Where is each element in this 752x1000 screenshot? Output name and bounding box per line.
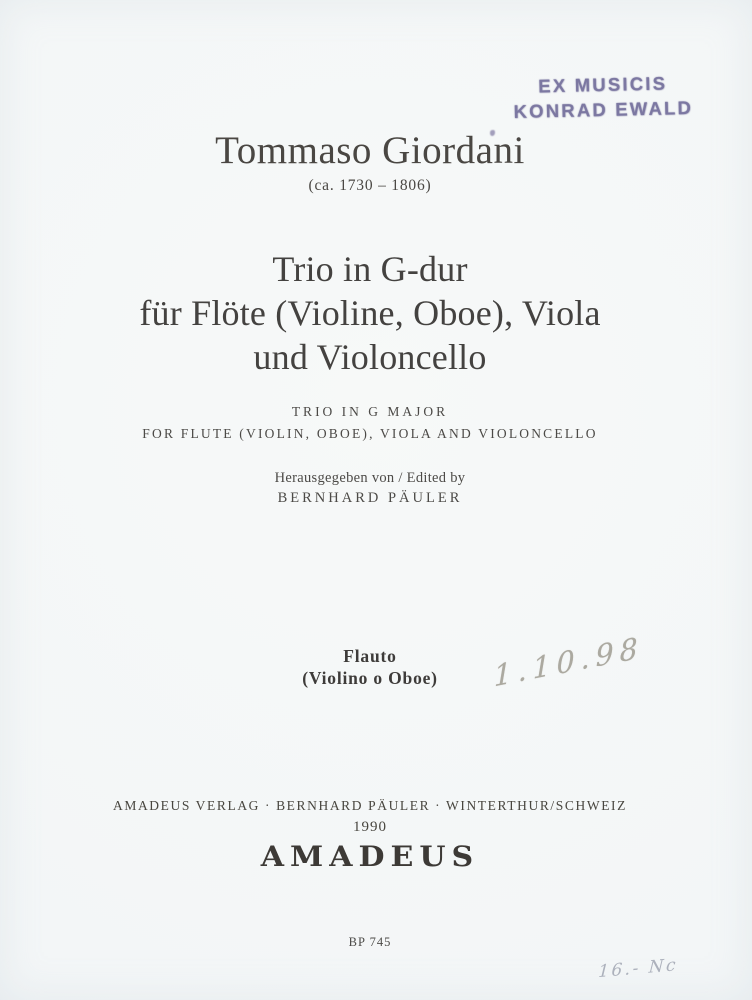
editor-name: BERNHARD PÄULER <box>277 490 463 506</box>
part-name: Flauto <box>343 646 397 666</box>
composer-dates: (ca. 1730 – 1806) <box>308 177 432 194</box>
publisher-imprint: AMADEUS VERLAG · BERNHARD PÄULER · WINTERTHUR/SCHWEIZ <box>113 798 627 813</box>
subtitle-english-line2: FOR FLUTE (VIOLIN, OBOE), VIOLA AND VIOLONCELLO <box>142 426 598 441</box>
editor-credit: Herausgegeben von / Edited by <box>274 470 466 486</box>
stamp-line-ex-musicis: EX MUSICIS <box>538 72 668 97</box>
composer-name: Tommaso Giordani <box>215 129 525 172</box>
subtitle-english-line1: TRIO IN G MAJOR <box>291 404 449 419</box>
amadeus-logo: AMADEUS <box>260 841 480 874</box>
plate-number: BP 745 <box>348 935 392 949</box>
stamp-line-owner-name: KONRAD EWALD <box>513 96 694 123</box>
part-alternate-instruments: (Violino o Oboe) <box>302 668 438 688</box>
main-title-line2: für Flöte (Violine, Oboe), Viola <box>139 293 601 333</box>
handwritten-date: 1.10.98 <box>493 629 644 694</box>
publication-year: 1990 <box>353 819 387 835</box>
main-title-line1: Trio in G-dur <box>272 249 468 289</box>
handwritten-price: 16.- Nc <box>597 955 679 983</box>
main-title-line3: und Violoncello <box>253 337 487 377</box>
main-title <box>0 247 740 379</box>
ownership-stamp <box>507 70 698 124</box>
